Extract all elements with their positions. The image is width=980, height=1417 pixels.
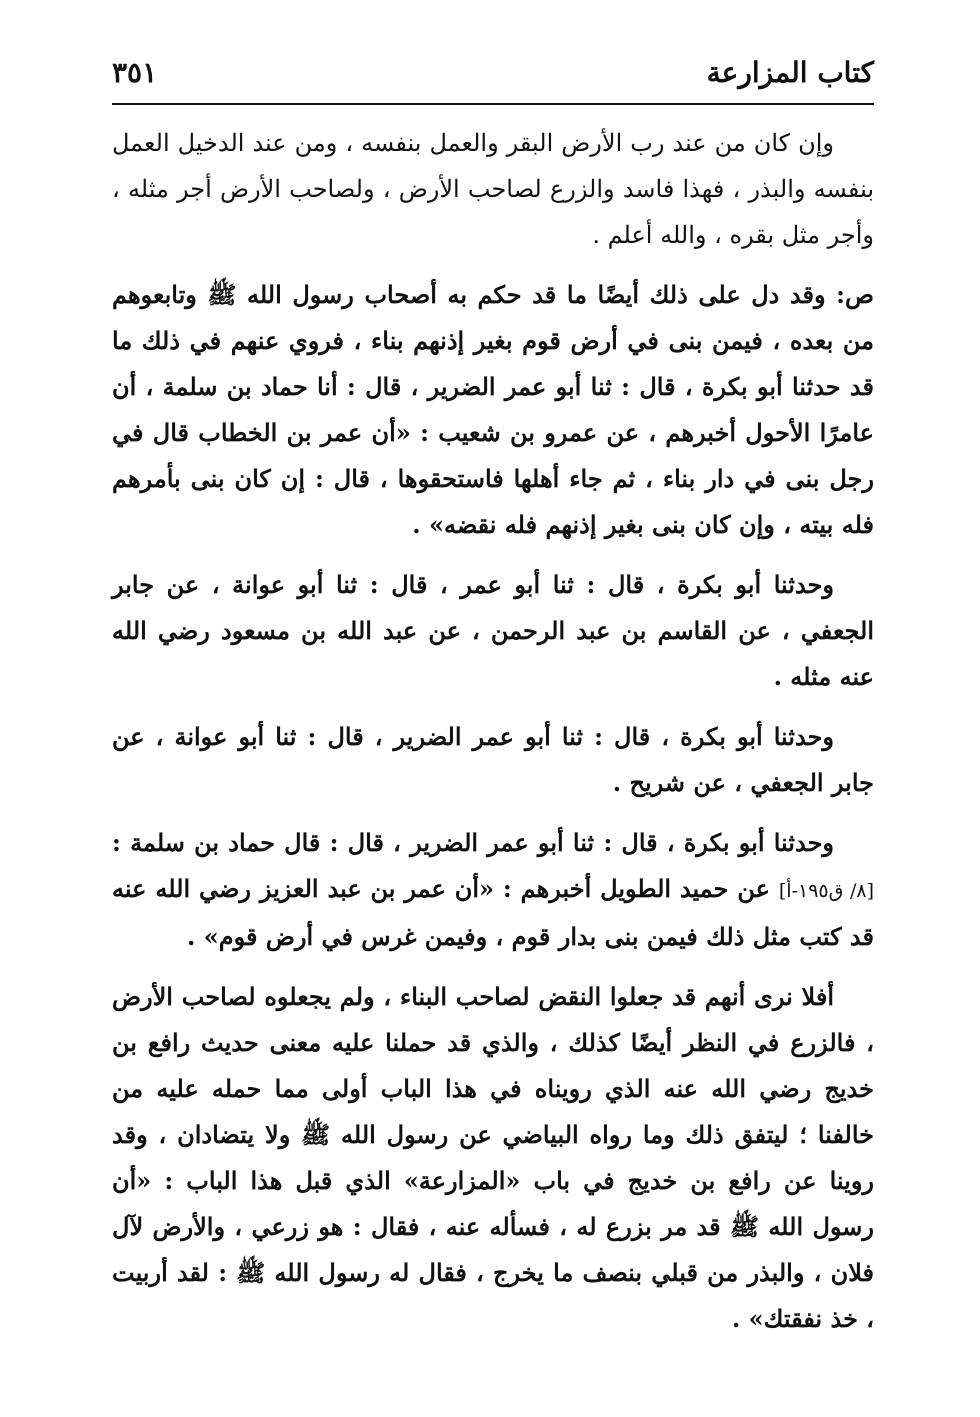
body-text — [112, 120, 874, 1356]
paragraph-6 — [112, 974, 874, 1342]
paragraph-4 — [112, 714, 874, 806]
paragraph-text: وحدثنا أبو بكرة ، قال : ثنا أبو عمر ، قال : ثنا أبو عوانة ، عن جابر الجعفي ، عن القاسم بن عبد الرحمن ، عن عبد الله بن مسعود رضي الله عنه مثله . — [112, 570, 874, 691]
paragraph-text: وحدثنا أبو بكرة ، قال : ثنا أبو عمر الضرير ، قال : ثنا أبو عوانة ، عن جابر الجعفي ، عن شريح . — [112, 722, 874, 797]
paragraph-5 — [112, 820, 874, 960]
page-number: ٣٥١ — [112, 56, 158, 89]
header-rule — [112, 103, 874, 105]
paragraph-text: وإن كان من عند رب الأرض البقر والعمل بنفسه ، ومن عند الدخيل العمل بنفسه والبذر ، فهذا فاسد والزرع لصاحب الأرض ، ولصاحب الأرض أجر مثله ، وأجر مثل بقره ، والله أعلم . — [112, 129, 874, 249]
paragraph-text: وقد دل على ذلك أيضًا ما قد حكم به أصحاب رسول الله ﷺ وتابعوهم من بعده ، فيمن بنى في أرض قوم بغير إذنهم بناء ، فروي عنهم في ذلك ما قد حدثنا أبو بكرة ، قال : ثنا أبو عمر الضرير ، قال : أنا حماد بن سلمة ، أن عامرًا الأحول أخبرهم ، عن عمرو بن شعيب : «أن عمر بن الخطاب قال في رجل بنى في دار بناء ، ثم جاء أهلها فاستحقوها ، قال : إن كان بنى بأمرهم فله بيته ، وإن كان بنى بغير إذنهم فله نقضه» . — [112, 280, 874, 539]
page-header — [112, 48, 874, 100]
manuscript-ref: [٨/ ق١٩٥-أ] — [778, 880, 874, 902]
running-title: كتاب المزارعة — [706, 56, 874, 89]
paragraph-text: وحدثنا أبو بكرة ، قال : ثنا أبو عمر الضرير ، قال : قال حماد بن سلمة : — [112, 828, 834, 857]
paragraph-2 — [112, 272, 874, 548]
paragraph-text: أفلا نرى أنهم قد جعلوا النقض لصاحب البناء ، ولم يجعلوه لصاحب الأرض ، فالزرع في النظر أيضًا كذلك ، والذي قد حملنا عليه معنى حديث رافع بن خديج رضي الله عنه الذي رويناه في هذا الباب أولى مما حمله عليه من خالفنا ؛ ليتفق ذلك وما رواه البياضي عن رسول الله ﷺ ولا يتضادان ، وقد روينا عن رافع بن خديج في باب «المزارعة» الذي قبل هذا الباب : «أن رسول الله ﷺ قد مر بزرع له ، فسأله عنه ، فقال : هو زرعي ، والأرض لآل فلان ، والبذر من قبلي بنصف ما يخرج ، فقال له رسول الله ﷺ : لقد أربيت ، خذ نفقتك» . — [112, 982, 874, 1333]
document-page — [112, 48, 874, 1333]
section-label: ص: — [836, 280, 874, 309]
paragraph-text: عن حميد الطويل أخبرهم : «أن عمر بن عبد العزيز رضي الله عنه قد كتب مثل ذلك فيمن بنى بدار قوم ، وفيمن غرس في أرض قوم» . — [112, 874, 874, 951]
paragraph-3 — [112, 562, 874, 700]
paragraph-1 — [112, 120, 874, 258]
